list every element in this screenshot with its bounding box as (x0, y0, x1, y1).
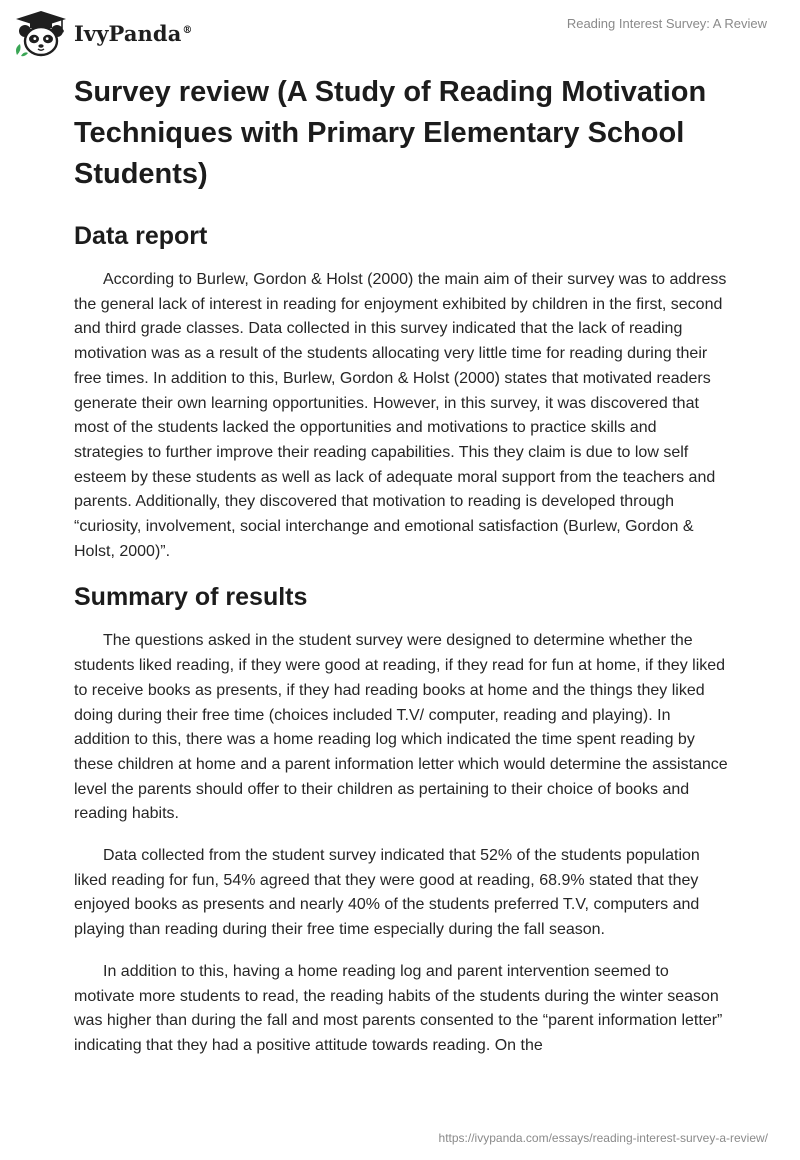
paragraph: The questions asked in the student survey were designed to determine whether the students liked reading, if they were good at reading, if they read for fun at home, if they liked to receive books as presents, if they had reading books at home and the things they liked doing during their free time (choices included T.V/ computer, reading and playing). In addition to this, there was a home reading log which indicated the time spent reading by these children at home and a parent information letter which would determine the assistance level the parents should offer to their children as pertaining to their choice of books and reading habits. (74, 632, 728, 823)
panda-graduation-cap-icon (12, 8, 70, 58)
paragraph: In addition to this, having a home reading log and parent intervention seemed to motivate more students to read, the reading habits of the students during the winter season was higher than during the fall and most parents consented to the “parent information letter” indicating that they had a positive attitude towards reading. On the (74, 962, 723, 1054)
section-heading-data-report: Data report (74, 222, 208, 250)
section-heading-summary-of-results: Summary of results (74, 583, 308, 612)
paragraph: According to Burlew, Gordon & Holst (2000) the main aim of their survey was to address the general lack of interest in reading for enjoyment exhibited by children in the first, second and third grade classes. Data collected in this survey indicated that the lack of reading motivation was as a result of the students allocating very little time for reading during their free times. In addition to this, Burlew, Gordon & Holst (2000) states that motivated readers generate their own learning opportunities. However, in this survey, it was discovered that most of the students lacked the opportunities and motivations to practice skills and strategies to further improve their reading capabilities. This they claim is due to low self esteem by these students as well as lack of adequate moral support from the teachers and parents. Additionally, they discovered that motivation to reading is developed through “curiosity, involvement, social interchange and emotional satisfaction (Burlew, Gordon & Holst, 2000)”. (74, 271, 727, 560)
article-body (74, 72, 728, 1059)
brand-name: IvyPanda® (74, 20, 193, 46)
running-title: Reading Interest Survey: A Review (566, 16, 767, 31)
paragraph: Data collected from the student survey indicated that 52% of the students population liked reading for fun, 54% agreed that they were good at reading, 68.9% stated that they enjoyed books as presents and nearly 40% of the students preferred T.V, computers and playing than reading during their free time especially during the fall season. (74, 847, 700, 939)
registered-mark: ® (182, 24, 193, 36)
brand-logo[interactable] (12, 8, 193, 58)
section-data-report (74, 221, 728, 564)
source-url[interactable]: https://ivypanda.com/essays/reading-interest-survey-a-review/ (438, 1131, 768, 1145)
article-title: Survey review (A Study of Reading Motivation Techniques with Primary Elementary School Students) (74, 76, 707, 190)
page-header (0, 0, 800, 62)
section-summary-of-results (74, 582, 728, 1058)
